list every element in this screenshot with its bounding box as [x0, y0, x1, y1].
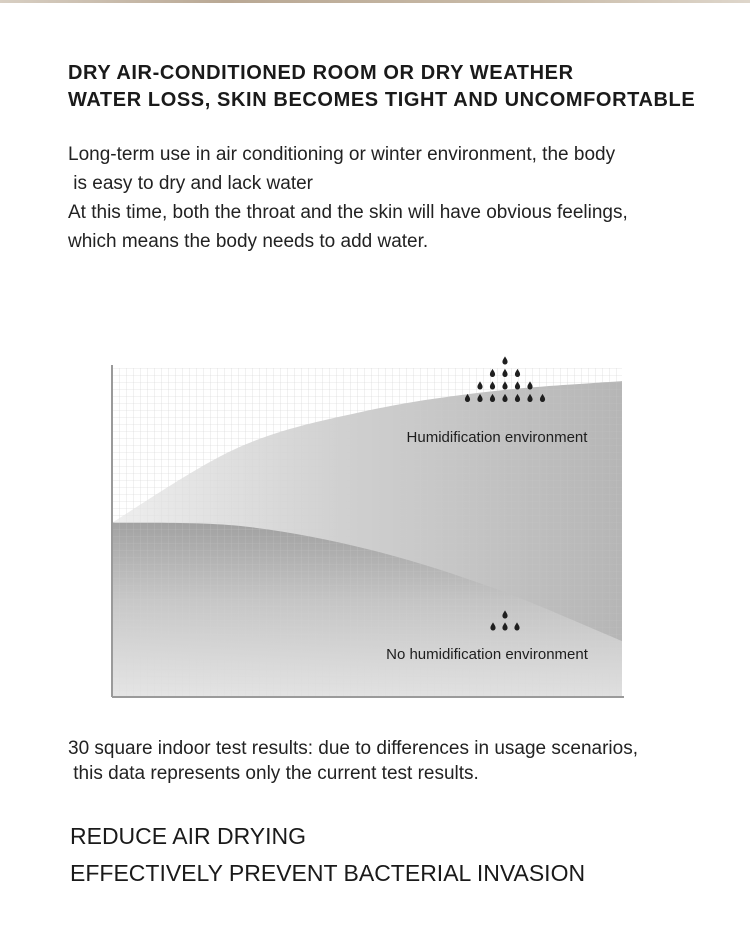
claim-reduce-air-drying: REDUCE AIR DRYING [70, 823, 307, 849]
headline [68, 60, 728, 114]
series-label-no-humidification: No humidification environment [386, 646, 588, 663]
note-line-2: this data represents only the current test results. [68, 763, 479, 784]
top-decorative-strip [0, 0, 750, 3]
intro-line-3: At this time, both the throat and the skin will have obvious feelings, [68, 202, 628, 223]
test-results-note [68, 736, 728, 786]
note-line-1: 30 square indoor test results: due to differences in usage scenarios, [68, 738, 638, 759]
plot-area [112, 356, 624, 697]
series-label-humidification: Humidification environment [406, 429, 588, 446]
headline-line-2: WATER LOSS, SKIN BECOMES TIGHT AND UNCOMFORTABLE [68, 89, 696, 111]
claim-prevent-bacterial-invasion: EFFECTIVELY PREVENT BACTERIAL INVASION [70, 860, 586, 886]
product-claims [70, 818, 730, 892]
water-drop-icon [502, 356, 507, 364]
humidity-comparison-chart [0, 340, 750, 720]
chart-svg [0, 340, 750, 720]
intro-line-2: is easy to dry and lack water [68, 173, 313, 194]
intro-paragraph [68, 140, 728, 256]
intro-line-4: which means the body needs to add water. [68, 231, 429, 252]
headline-line-1: DRY AIR-CONDITIONED ROOM OR DRY WEATHER [68, 62, 574, 84]
intro-line-1: Long-term use in air conditioning or winter environment, the body [68, 144, 616, 165]
